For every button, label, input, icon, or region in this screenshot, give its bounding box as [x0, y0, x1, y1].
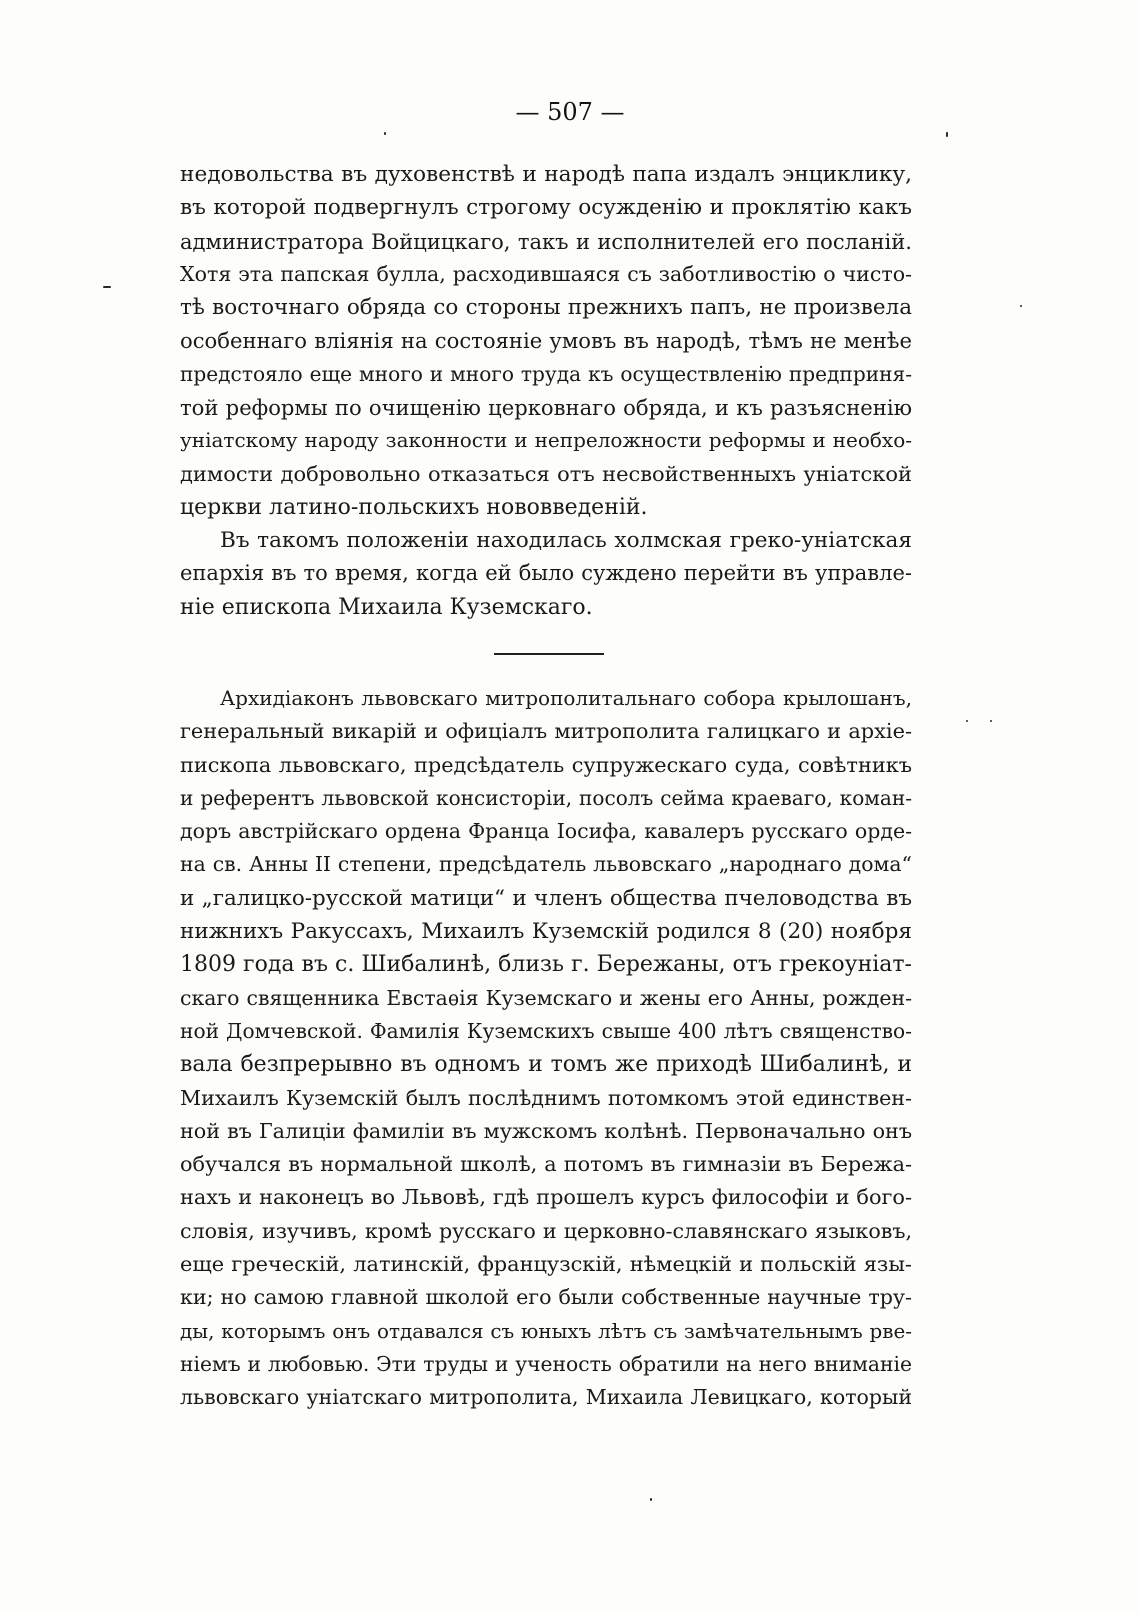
- scan-speck: [990, 720, 992, 722]
- text-line: нижнихъ Ракуссахъ, Михаилъ Куземскій родился 8 (20) ноября: [180, 919, 912, 945]
- text-line: Михаилъ Куземскій былъ послѣднимъ потомкомъ этой единствен-: [180, 1085, 912, 1110]
- text-line: Хотя эта папская булла, расходившаяся съ заботливостію о чисто-: [180, 261, 912, 286]
- scan-speck: [966, 720, 968, 722]
- text-line: той реформы по очищенію церковнаго обряда, и къ разъясненію: [180, 395, 912, 421]
- page-number: — 507 —: [515, 98, 625, 126]
- scan-speck: [103, 286, 111, 288]
- text-line: въ которой подвергнулъ строгому осужденію и проклятію какъ: [180, 195, 912, 221]
- text-line: 1809 года въ с. Шибалинѣ, близь г. Бережаны, отъ грекоуніат-: [180, 952, 912, 978]
- text-line: предстояло еще много и много труда къ осуществленію предприня-: [180, 361, 912, 386]
- text-line: уніатскому народу законности и непреложности реформы и необхо-: [180, 428, 912, 453]
- text-line: ніемъ и любовью. Эти труды и ученость обратили на него вниманіе: [180, 1351, 912, 1376]
- text-line: ки; но самою главной школой его были собственные научные тру-: [180, 1285, 912, 1310]
- text-line: особеннаго вліянія на состояніе умовъ въ народѣ, тѣмъ не менѣе: [180, 328, 912, 354]
- text-line: Архидіаконъ львовскаго митрополитальнаго собора крылошанъ,: [220, 686, 912, 710]
- scan-speck: [650, 1498, 652, 1501]
- paragraph-1: [180, 158, 912, 524]
- section-divider: [494, 653, 604, 655]
- text-line: тѣ восточнаго обряда со стороны прежнихъ папъ, не произвела: [180, 295, 912, 321]
- text-line: администратора Войцицкаго, такъ и исполнителей его посланій.: [180, 228, 912, 254]
- text-line: на св. Анны II степени, предсѣдатель львовскаго „народнаго дома“: [180, 852, 912, 877]
- scan-speck: [384, 132, 386, 135]
- text-line: генеральный викарій и офиціалъ митрополита галицкаго и архіе-: [180, 719, 912, 744]
- text-line: словія, изучивъ, кромѣ русскаго и церковно-славянскаго языковъ,: [180, 1218, 912, 1243]
- text-line: церкви латино-польскихъ нововведеній.: [180, 494, 648, 520]
- text-line: львовскаго уніатскаго митрополита, Михаила Левицкаго, который: [180, 1385, 912, 1410]
- paragraph-2: [180, 524, 912, 624]
- text-line: недовольства въ духовенствѣ и народѣ папа издалъ энциклику,: [180, 162, 912, 187]
- paragraph-3: [180, 682, 912, 1415]
- text-line: ной въ Галиціи фамиліи въ мужскомъ колѣнѣ. Первоначально онъ: [180, 1118, 912, 1143]
- text-line: нахъ и наконецъ во Львовѣ, гдѣ прошелъ курсъ философіи и бого-: [180, 1185, 912, 1210]
- text-line: ды, которымъ онъ отдавался съ юныхъ лѣтъ съ замѣчательнымъ рве-: [180, 1319, 912, 1343]
- text-line: Въ такомъ положеніи находилась холмская греко-уніатская: [220, 528, 912, 553]
- text-line: ной Домчевской. Фамилія Куземскихъ свыше 400 лѣтъ священство-: [180, 1018, 912, 1043]
- scan-speck: [1020, 305, 1022, 307]
- text-line: димости добровольно отказаться отъ несвойственныхъ уніатской: [180, 461, 912, 486]
- text-line: и референтъ львовской консисторіи, посолъ сейма краеваго, коман-: [180, 785, 912, 810]
- text-line: ніе епископа Михаила Куземскаго.: [180, 594, 593, 620]
- text-line: еще греческій, латинскій, французскій, нѣмецкій и польскій язы-: [180, 1252, 912, 1277]
- text-line: пископа львовскаго, предсѣдатель супружескаго суда, совѣтникъ: [180, 752, 912, 777]
- scan-speck: [946, 132, 948, 137]
- text-line: скаго священника Евстаѳія Куземскаго и жены его Анны, рожден-: [180, 985, 912, 1010]
- text-line: вала безпрерывно въ одномъ и томъ же приходѣ Шибалинѣ, и: [180, 1052, 912, 1078]
- text-line: обучался въ нормальной школѣ, а потомъ въ гимназіи въ Бережа-: [180, 1152, 912, 1177]
- text-line: и „галицко-русской матици“ и членъ общества пчеловодства въ: [180, 885, 912, 911]
- text-line: доръ австрійскаго ордена Франца Іосифа, кавалеръ русскаго орде-: [180, 819, 912, 844]
- text-line: епархія въ то время, когда ей было суждено перейти въ управле-: [180, 561, 912, 586]
